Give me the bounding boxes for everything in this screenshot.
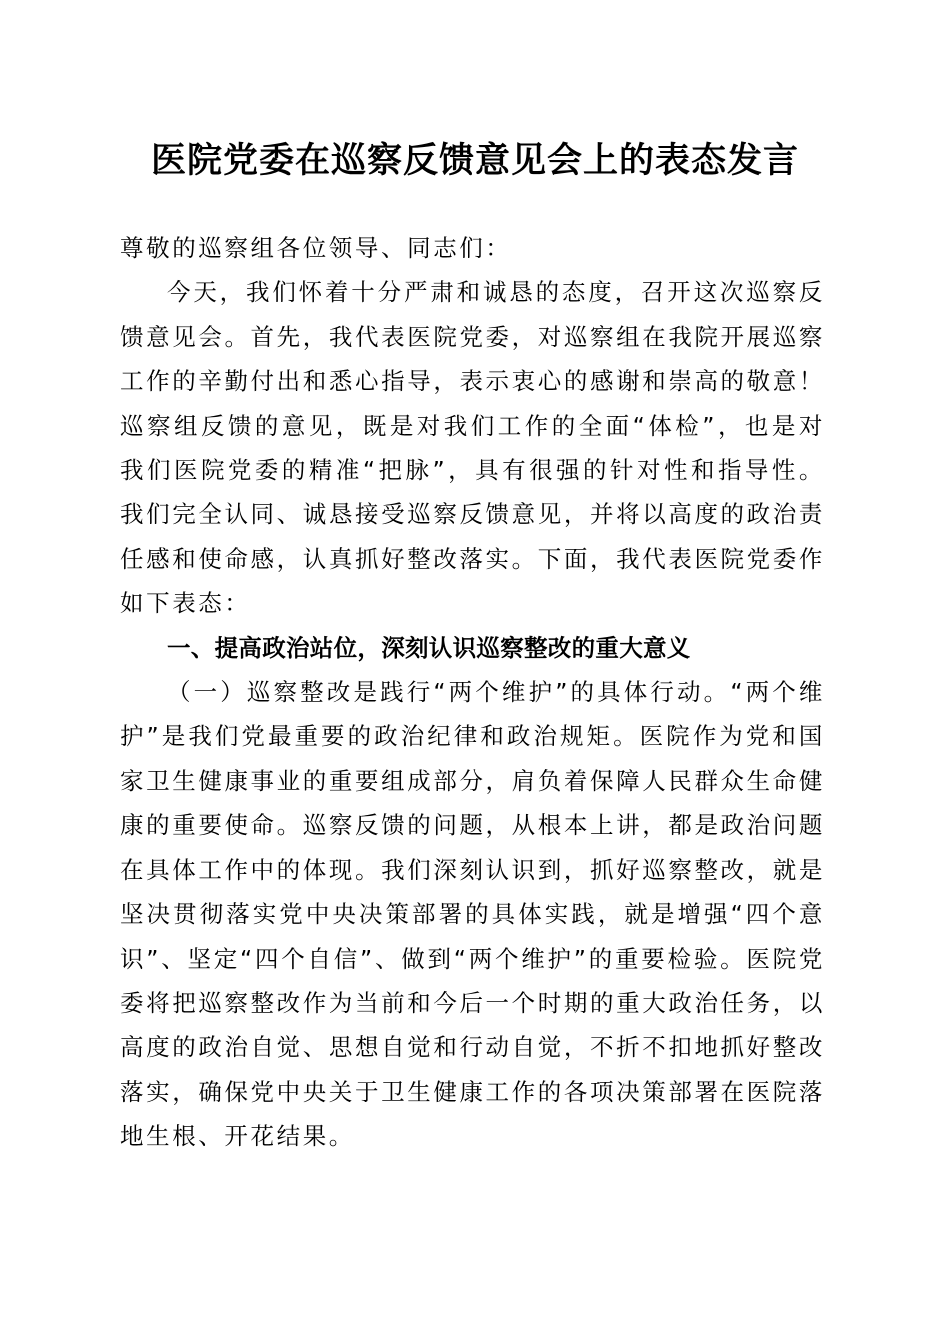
salutation: 尊敬的巡察组各位领导、同志们： xyxy=(120,234,512,262)
document-body xyxy=(120,226,825,1159)
paragraph-section-1-1: （一）巡察整改是践行“两个维护”的具体行动。“两个维护”是我们党最重要的政治纪律和政治规矩。医院作为党和国家卫生健康事业的重要组成部分，肩负着保障人民群众生命健康的重要使命。巡察反馈的问题，从根本上讲，都是政治问题在具体工作中的体现。我们深刻认识到，抓好巡察整改，就是坚决贯彻落实党中央决策部署的具体实践，就是增强“四个意识”、坚定“四个自信”、做到“两个维护”的重要检验。医院党委将把巡察整改作为当前和今后一个时期的重大政治任务，以高度的政治自觉、思想自觉和行动自觉，不折不扣地抓好整改落实，确保党中央关于卫生健康工作的各项决策部署在医院落地生根、开花结果。 xyxy=(120,678,825,1151)
paragraph-intro: 今天，我们怀着十分严肃和诚恳的态度，召开这次巡察反馈意见会。首先，我代表医院党委，对巡察组在我院开展巡察工作的辛勤付出和悉心指导，表示衷心的感谢和崇高的敬意！巡察组反馈的意见，既是对我们工作的全面“体检”，也是对我们医院党委的精准“把脉”，具有很强的针对性和指导性。我们完全认同、诚恳接受巡察反馈意见，并将以高度的政治责任感和使命感，认真抓好整改落实。下面，我代表医院党委作如下表态： xyxy=(120,278,825,618)
section-heading-1: 一、提高政治站位，深刻认识巡察整改的重大意义 xyxy=(167,633,691,662)
document-title: 医院党委在巡察反馈意见会上的表态发言 xyxy=(150,140,799,181)
